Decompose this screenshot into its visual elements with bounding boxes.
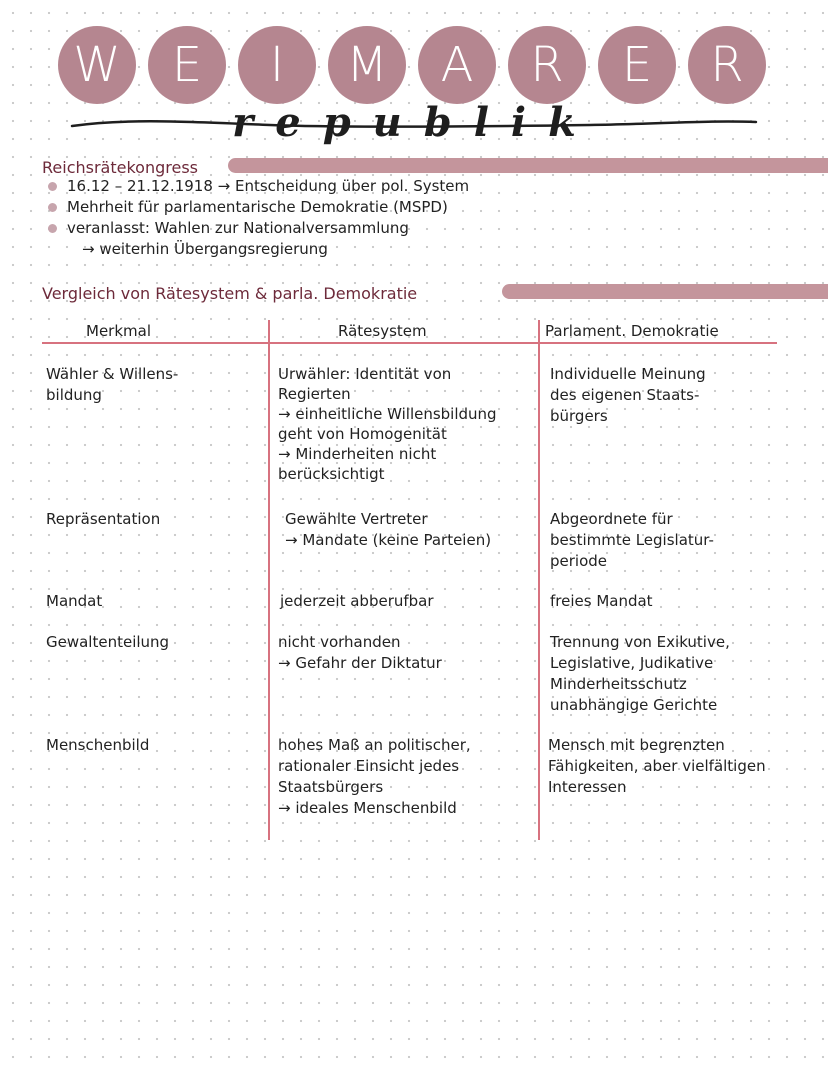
column-header-raetesystem: Rätesystem [338,322,427,340]
title-letters [58,26,770,106]
table-header-line [42,342,777,344]
section-heading-reichsraetekongress: Reichsrätekongress [42,158,198,177]
bullet-list [48,176,608,260]
list-item: Mehrheit für parlamentarische Demokratie (MSPD) [48,197,608,218]
table-cell-merkmal: Gewaltenteilung [46,633,170,651]
section-heading-vergleich: Vergleich von Rätesystem & parla. Demokratie [42,284,418,303]
list-item: veranlasst: Wahlen zur Nationalversammlung [48,218,608,239]
table-cell-raetesystem: nicht vorhanden → Gefahr der Diktatur [278,633,442,672]
column-header-merkmal: Merkmal [86,322,151,340]
table-cell-merkmal: Mandat [46,592,103,610]
title-letter-circle: M [328,26,406,104]
table-cell-raetesystem: Urwähler: Identität von Regierten → einheitliche Willensbildung geht von Homogenität → Minderheiten nicht berücksichtigt [278,365,497,483]
title-letter-circle: A [418,26,496,104]
column-header-parlament: Parlament. Demokratie [545,322,719,340]
title-letter-circle: E [148,26,226,104]
title-letter-circle: W [58,26,136,104]
table-cell-merkmal: Menschenbild [46,736,150,754]
table-cell-merkmal: Wähler & Willens- bildung [46,365,179,404]
title-letter-circle: R [688,26,766,104]
table-cell-parlament: Mensch mit begrenzten Fähigkeiten, aber vielfältigen Interessen [548,736,766,796]
table-cell-raetesystem: hohes Maß an politischer, rationaler Einsicht jedes Staatsbürgers → ideales Menschenbild [278,736,471,817]
table-cell-parlament: Trennung von Exikutive, Legislative, Judikative Minderheitsschutz unabhängige Gerichte [550,633,730,714]
table-cell-parlament: Abgeordnete für bestimmte Legislatur- periode [550,510,714,570]
bullet-dot [48,203,57,212]
bullet-dot [48,224,57,233]
heading-bar [228,158,828,173]
heading-bar [502,284,828,299]
subtitle-block [70,96,760,156]
title-letter-circle: E [598,26,676,104]
list-item: 16.12 – 21.12.1918 → Entscheidung über pol. System [48,176,608,197]
title-letter-circle: I [238,26,316,104]
list-sub-item: → weiterhin Übergangsregierung [82,240,328,258]
table-column-divider [538,320,540,840]
table-cell-merkmal: Repräsentation [46,510,161,528]
title-letter-circle: R [508,26,586,104]
table-column-divider [268,320,270,840]
table-cell-raetesystem: Gewählte Vertreter → Mandate (keine Parteien) [285,510,492,549]
table-cell-raetesystem: jederzeit abberufbar [280,592,434,610]
table-cell-parlament: freies Mandat [550,592,653,610]
table-cell-parlament: Individuelle Meinung des eigenen Staats- bürgers [550,365,706,425]
subtitle: republik [232,99,598,146]
bullet-dot [48,182,57,191]
